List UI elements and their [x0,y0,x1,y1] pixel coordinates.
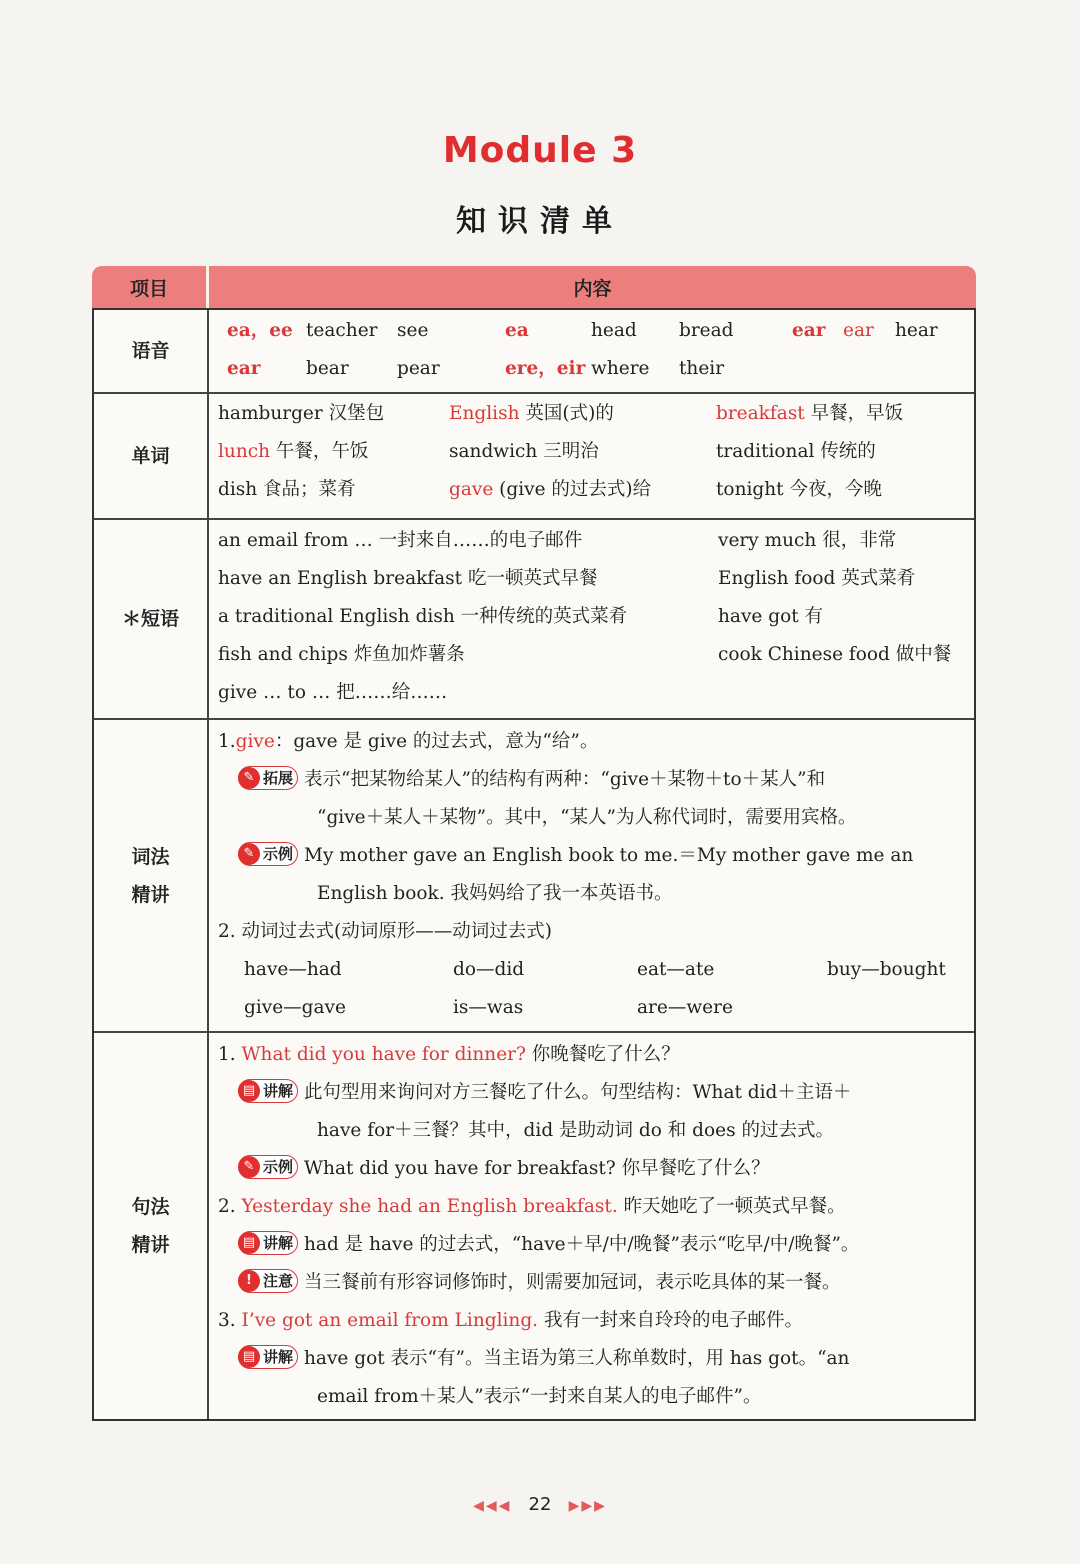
example-tag: ✎ 示例 [238,1155,298,1179]
vocab-en: breakfast [716,403,805,424]
vocab-zh: 三明治 [537,441,599,462]
vocab-en: gave [449,479,494,500]
phoneme: ea，ee [227,320,293,341]
usage-point-2: 2. 动词过去式(动词原形——动词过去式) [218,921,552,942]
sentence-2: 2. Yesterday she had an English breakfast. 昨天她吃了一顿英式早餐。 [218,1196,846,1217]
explain-tag: ▤ 讲解 [238,1345,298,1369]
explain-note: ▤ 讲解 had 是 have 的过去式，“have＋早/中/晚餐”表示“吃早/中/晚餐”。 [218,1226,964,1264]
vocab-en: traditional [716,441,815,462]
sentences-row [94,1031,974,1419]
usage-point-1: 1.give：gave 是 give 的过去式，意为“给”。 [218,731,599,752]
explain-note-cont: have for＋三餐？其中，did 是助动词 do 和 does 的过去式。 [317,1120,834,1141]
vocab-en: dish [218,479,258,500]
verb-pair: eat—ate [637,959,715,980]
header-content: 内容 [209,266,976,308]
vocab-zh: 英国(式)的 [519,403,614,424]
phrase: an email from … 一封来自……的电子邮件 [218,530,583,551]
sentence-1: 1. What did you have for dinner? 你晚餐吃了什么？ [218,1044,680,1065]
page-footer [0,1494,1080,1515]
vocab-zh: 传统的 [814,441,876,462]
knowledge-table [92,266,976,1421]
phrases-row [94,518,974,718]
phrase: cook Chinese food 做中餐 [718,644,952,665]
row-label-words: 单词 [94,394,209,518]
word: bear [306,358,349,379]
vocab-zh: 汉堡包 [322,403,385,424]
phoneme: ear [227,358,261,379]
left-arrows-icon: ◀◀◀ [473,1498,512,1514]
vocab-en: lunch [218,441,271,462]
row-label-usage: 词法 精讲 [94,720,209,1031]
row-label-phrases: ＊短语 [94,520,209,718]
example-note-cont: English book. 我妈妈给了我一本英语书。 [317,883,673,904]
pencil-icon: ✎ [238,767,260,789]
extend-note-cont: “give＋某人＋某物”。其中，“某人”为人称代词时，需要用宾格。 [317,807,857,828]
vocab-zh: 今夜，今晚 [783,479,882,500]
table-header [92,266,976,308]
note-tag: ! 注意 [238,1269,298,1293]
pencil-icon: ✎ [238,1156,260,1178]
vocab-zh: 午餐，午饭 [270,441,369,462]
section-subtitle: 知识清单 [456,204,624,239]
verb-pair: are—were [637,997,733,1018]
phrase: English food 英式菜肴 [718,568,916,589]
vocab-en: English [449,403,520,424]
sentence-3: 3. I’ve got an email from Lingling. 我有一封来自玲玲的电子邮件。 [218,1310,803,1331]
phrase: very much 很，非常 [718,530,897,551]
word: pear [397,358,440,379]
phoneme: ere，eir [505,358,586,379]
word: hear [895,320,938,341]
explain-tag: ▤ 讲解 [238,1231,298,1255]
page-number: 22 [528,1494,552,1515]
word: ear [843,320,874,341]
row-label-sentences: 句法 精讲 [94,1033,209,1419]
note-warning: ! 注意 当三餐前有形容词修饰时，则需要加冠词，表示吃具体的某一餐。 [218,1264,964,1302]
word: see [397,320,429,341]
module-title: Module 3 [442,130,638,171]
vocab-en: hamburger [218,403,323,424]
exclamation-icon: ! [238,1270,260,1292]
explain-tag: ▤ 讲解 [238,1079,298,1103]
verb-pair: is—was [453,997,524,1018]
phrase: have got 有 [718,606,824,627]
pronunciation-row [94,308,974,392]
vocab-zh: (give 的过去式)给 [493,479,652,500]
extend-tag: ✎ 拓展 [238,766,298,790]
word: teacher [306,320,378,341]
phrase: have an English breakfast 吃一顿英式早餐 [218,568,598,589]
explain-note: ▤ 讲解 have got 表示“有”。当主语为第三人称单数时，用 has got。“an [218,1340,964,1378]
vocab-en: sandwich [449,441,538,462]
vocab-zh: 食品；菜肴 [257,479,356,500]
book-icon: ▤ [238,1232,260,1254]
explain-note-cont: email from＋某人”表示“一封来自某人的电子邮件”。 [317,1386,762,1407]
phoneme: ea [505,320,529,341]
phrase: a traditional English dish 一种传统的英式菜肴 [218,606,628,627]
vocab-zh: 早餐，早饭 [804,403,904,424]
phrase: give … to … 把……给…… [218,682,448,703]
word: bread [679,320,734,341]
usage-row [94,718,974,1031]
pencil-icon: ✎ [238,843,260,865]
verb-pair: give—gave [244,997,346,1018]
words-row [94,392,974,518]
word: where [591,358,650,379]
verb-pair: buy—bought [827,959,946,980]
extend-note: ✎ 拓展 表示“把某物给某人”的结构有两种：“give＋某物＋to＋某人”和 [218,761,964,799]
book-icon: ▤ [238,1080,260,1102]
word: their [679,358,725,379]
explain-note: ▤ 讲解 此句型用来询问对方三餐吃了什么。句型结构：What did＋主语＋ [218,1074,964,1112]
phrase: fish and chips 炸鱼加炸薯条 [218,644,465,665]
word: head [591,320,637,341]
verb-pair: have—had [244,959,342,980]
verb-pair: do—did [453,959,525,980]
book-icon: ▤ [238,1346,260,1368]
example-note: ✎ 示例 My mother gave an English book to me.＝My mother gave me an [218,837,964,875]
phoneme: ear [792,320,826,341]
header-item: 项目 [92,266,206,308]
example-tag: ✎ 示例 [238,842,298,866]
right-arrows-icon: ▶▶▶ [568,1498,607,1514]
row-label-pronunciation: 语音 [94,310,209,392]
vocab-en: tonight [716,479,784,500]
example-note: ✎ 示例 What did you have for breakfast? 你早餐吃了什么？ [218,1150,964,1188]
